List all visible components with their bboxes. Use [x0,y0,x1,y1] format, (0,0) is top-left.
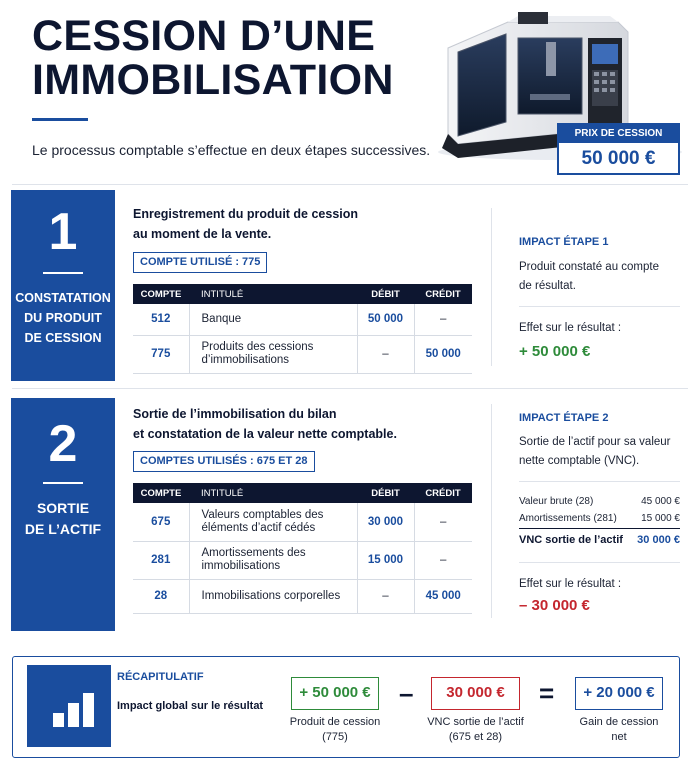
header-compte: COMPTE [133,483,189,503]
step2-band-rule [43,482,83,484]
step2-number: 2 [48,415,78,473]
table-header-row [133,284,472,304]
cell-intitule-line1: Amortissements des [201,547,306,559]
step1-band-line1: CONSTATATION [15,291,111,305]
recap-box-produit: + 50 000 € [291,677,379,710]
cell-compte: 281 [133,541,189,579]
recap-subtitle: Impact global sur le résultat [117,700,264,712]
step1-accounts-tag: COMPTE UTILISÉ : 775 [133,252,267,273]
recap-box-vnc: 30 000 € [431,677,520,710]
cell-debit: 15 000 [357,541,414,579]
recap-caption-produit [279,715,391,745]
step2-band-line2: DE L’ACTIF [24,521,102,537]
header-credit: CRÉDIT [414,483,472,503]
cell-credit: – [414,304,472,335]
cell-credit: 45 000 [414,579,472,613]
recap-caption-vnc-line1: VNC sortie de l’actif [427,716,524,728]
step2-journal-table [133,483,472,614]
sale-price-box [557,123,680,175]
table-row [133,541,472,579]
step2-impact-line2: nette comptable (VNC). [519,455,640,467]
cell-intitule-line1: Immobilisations corporelles [201,589,341,602]
bar-chart-icon-bar [83,693,94,727]
page-title-line2: IMMOBILISATION [32,56,394,104]
step2-band-line1: SORTIE [36,500,90,516]
cell-compte: 775 [133,335,189,373]
cell-compte: 675 [133,503,189,541]
cell-debit: – [357,579,414,613]
recap-caption-gain-line2: net [611,731,627,743]
step2-effect-value: – 30 000 € [519,597,590,614]
step2-accounts-tag: COMPTES UTILISÉS : 675 ET 28 [133,451,315,472]
bar-chart-icon-bar [53,713,64,727]
cell-debit: – [357,335,414,373]
cell-intitule [189,579,357,613]
step2-title [133,404,397,444]
page-subtitle: Le processus comptable s’effectue en deux étapes successives. [32,142,431,158]
table-row [133,304,472,335]
table-row [133,579,472,613]
cell-intitule [189,503,357,541]
step1-impact-title: IMPACT ÉTAPE 1 [519,236,609,248]
cell-intitule-line2: éléments d’actif cédés [201,521,316,534]
recap-panel [12,656,680,758]
vnc-row-label: Amortissements (281) [519,513,617,524]
step1-impact-line1: Produit constaté au compte [519,261,659,273]
cell-compte: 512 [133,304,189,335]
recap-caption-gain [569,715,669,745]
vnc-total-row [519,534,680,546]
cell-intitule [189,304,357,335]
recap-caption-gain-line1: Gain de cession [579,716,659,728]
step2-vertical-divider [491,404,492,618]
step1-vertical-divider [491,208,492,366]
step1-impact-text [519,258,679,296]
equals-operator: = [539,678,555,708]
vnc-row [519,513,680,524]
step2-impact-title: IMPACT ÉTAPE 2 [519,412,609,424]
cell-intitule [189,541,357,579]
vnc-total-rule [519,528,680,529]
minus-operator: – [399,678,414,708]
step2-impact-rule-bottom [519,562,680,563]
title-underline [32,118,88,121]
recap-caption-vnc [415,715,536,745]
step1-effect-label: Effet sur le résultat : [519,322,622,334]
table-row [133,335,472,373]
step1-band-line2: DU PRODUIT [24,311,102,325]
recap-title: RÉCAPITULATIF [117,671,204,683]
sale-price-label: PRIX DE CESSION [559,125,678,143]
step2-band [11,398,115,631]
step1-band [11,190,115,381]
step1-band-line3: DE CESSION [24,331,102,345]
header-debit: DÉBIT [357,284,414,304]
step1-effect-value: + 50 000 € [519,343,591,360]
vnc-row [519,496,680,507]
cell-intitule-line2: d’immobilisations [201,354,290,366]
step1-journal-table [133,284,472,374]
vnc-total-label: VNC sortie de l’actif [519,534,623,546]
step2-title-line1: Sortie de l’immobilisation du bilan [133,407,337,421]
header-compte: COMPTE [133,284,189,304]
step1-title-line2: au moment de la vente. [133,227,272,241]
header-intitule: INTITULÉ [189,284,357,304]
section-divider [12,184,688,185]
cell-intitule-line2: immobilisations [201,560,281,572]
section-divider [12,388,688,389]
cell-intitule-line1: Valeurs comptables des [201,508,324,521]
header-credit: CRÉDIT [414,284,472,304]
page-title-line1: CESSION D’UNE [32,12,376,60]
cell-intitule [189,335,357,373]
step1-title-line1: Enregistrement du produit de cession [133,207,359,221]
vnc-row-value: 15 000 € [641,513,680,524]
cell-credit: – [414,503,472,541]
header-debit: DÉBIT [357,483,414,503]
recap-box-gain: + 20 000 € [575,677,663,710]
cell-debit: 30 000 [357,503,414,541]
cell-intitule-line1: Produits des cessions [201,341,314,353]
step1-number: 1 [48,203,78,261]
vnc-row-label: Valeur brute (28) [519,496,594,507]
step2-impact-line1: Sortie de l’actif pour sa valeur [519,436,671,448]
step2-effect-label: Effet sur le résultat : [519,578,622,590]
step2-impact-rule [519,481,680,482]
step2-impact-text [519,433,679,471]
table-row [133,503,472,541]
step1-impact-rule [519,306,680,307]
step2-title-line2: et constatation de la valeur nette comptable. [133,427,397,441]
sale-price-value: 50 000 € [581,148,656,169]
recap-caption-produit-line1: Produit de cession [289,716,381,728]
cell-credit: – [414,541,472,579]
table-header-row [133,483,472,503]
header-intitule: INTITULÉ [189,483,357,503]
recap-caption-produit-line2: (775) [322,731,348,743]
step1-impact-line2: de résultat. [519,280,576,292]
page-title [32,14,394,102]
cell-debit: 50 000 [357,304,414,335]
recap-caption-vnc-line2: (675 et 28) [448,731,503,743]
vnc-row-value: 45 000 € [641,496,680,507]
vnc-total-value: 30 000 € [637,534,680,546]
cell-intitule-line1: Banque [201,312,242,325]
step1-title [133,204,358,244]
bar-chart-icon [27,665,111,747]
step1-band-rule [43,272,83,274]
cell-credit: 50 000 [414,335,472,373]
cell-compte: 28 [133,579,189,613]
bar-chart-icon-bar [68,703,79,727]
